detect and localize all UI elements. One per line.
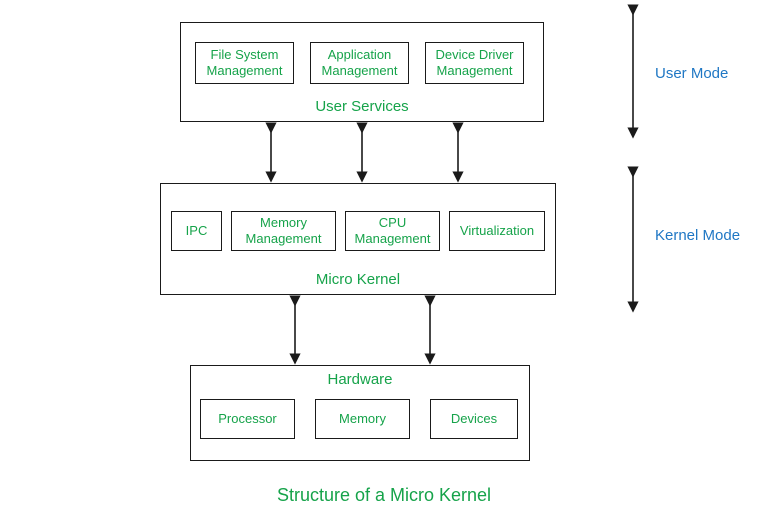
component-processor[interactable] — [200, 399, 295, 439]
component-memory-management[interactable] — [231, 211, 336, 251]
component-label: Memory — [339, 411, 386, 426]
label-user-mode: User Mode — [655, 65, 729, 82]
component-label: CPU Management — [354, 215, 431, 246]
group-caption-hardware: Hardware — [327, 371, 393, 388]
component-label: File System Management — [206, 47, 283, 78]
component-application-management[interactable] — [310, 42, 409, 84]
component-virtualization[interactable] — [449, 211, 545, 251]
component-label: Devices — [450, 411, 498, 426]
component-ipc[interactable] — [171, 211, 222, 251]
component-memory[interactable] — [315, 399, 410, 439]
component-device-driver-management[interactable] — [425, 42, 524, 84]
component-devices[interactable] — [430, 399, 518, 439]
component-label: Memory Management — [245, 215, 322, 246]
component-label: Processor — [218, 411, 277, 426]
component-cpu-management[interactable] — [345, 211, 440, 251]
component-label: Application Management — [321, 47, 398, 78]
label-kernel-mode: Kernel Mode — [655, 227, 741, 244]
component-label: Virtualization — [459, 223, 535, 238]
component-label: IPC — [185, 223, 208, 238]
group-caption-user-services: User Services — [315, 98, 409, 115]
component-label: Device Driver Management — [435, 47, 514, 78]
group-caption-micro-kernel: Micro Kernel — [315, 271, 401, 288]
component-file-system-management[interactable] — [195, 42, 294, 84]
diagram-title: Structure of a Micro Kernel — [276, 485, 492, 505]
